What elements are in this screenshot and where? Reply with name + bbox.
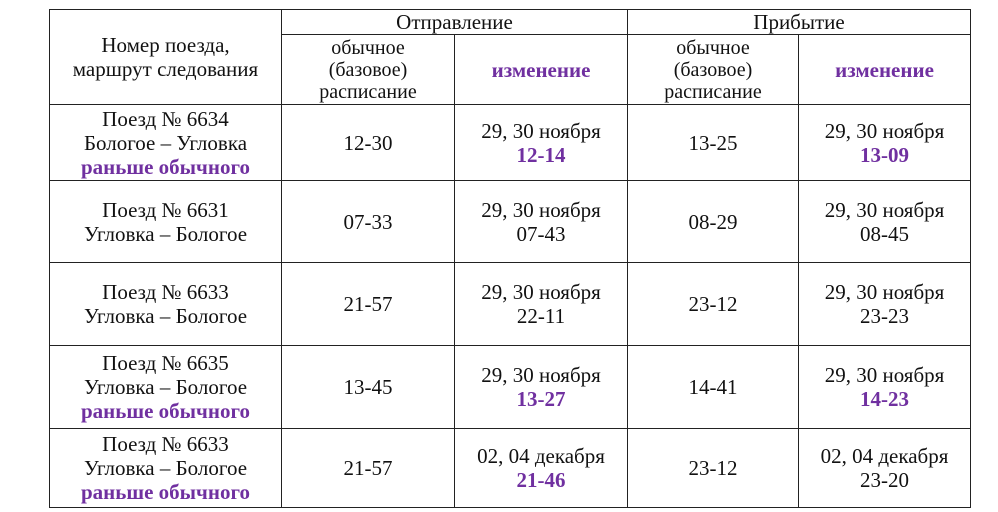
arrival-base-cell: 23-12	[628, 263, 799, 346]
header-base-line-2: (базовое)	[328, 58, 408, 81]
departure-change-cell	[455, 263, 628, 346]
train-number: Поезд № 6635	[102, 351, 229, 375]
departure-base-cell: 21-57	[282, 429, 455, 508]
arrival-base-cell: 23-12	[628, 429, 799, 508]
departure-base-cell: 07-33	[282, 181, 455, 263]
arrival-change-cell	[799, 346, 971, 429]
table-row	[50, 181, 971, 263]
change-time: 13-27	[516, 387, 566, 411]
table-row	[50, 429, 971, 508]
change-time: 07-43	[516, 221, 566, 246]
change-date: 29, 30 ноября	[481, 118, 601, 143]
change-time: 21-46	[516, 468, 566, 492]
header-departure: Отправление	[282, 10, 628, 35]
train-cell	[50, 263, 282, 346]
header-base-line-1: обычное	[331, 36, 405, 59]
train-cell	[50, 181, 282, 263]
departure-change-cell	[455, 429, 628, 508]
change-date: 29, 30 ноября	[824, 280, 945, 304]
change-date: 29, 30 ноября	[481, 197, 601, 222]
departure-change-cell	[455, 105, 628, 181]
header-change-label: изменение	[835, 57, 934, 82]
header-train-route	[50, 10, 282, 105]
departure-change-cell	[455, 346, 628, 429]
header-base-line-1: обычное	[676, 36, 750, 59]
departure-base-cell: 21-57	[282, 263, 455, 346]
header-change-label: изменение	[491, 57, 591, 82]
change-time: 14-23	[860, 387, 909, 411]
header-arrival: Прибытие	[628, 10, 971, 35]
train-cell	[50, 429, 282, 508]
train-route: Угловка – Бологое	[83, 375, 248, 399]
change-time: 22-11	[516, 304, 566, 328]
train-number: Поезд № 6633	[102, 432, 229, 456]
change-date: 02, 04 декабря	[477, 444, 605, 468]
change-time: 13-09	[860, 142, 909, 167]
arrival-change-cell	[799, 429, 971, 508]
train-route: Угловка – Бологое	[83, 304, 248, 328]
arrival-base-cell: 13-25	[628, 105, 799, 181]
header-arrival-base	[628, 35, 799, 105]
departure-base-cell: 12-30	[282, 105, 455, 181]
table-row	[50, 105, 971, 181]
change-date: 29, 30 ноября	[824, 197, 945, 222]
change-date: 29, 30 ноября	[481, 280, 601, 304]
change-time: 08-45	[860, 221, 909, 246]
arrival-change-cell	[799, 181, 971, 263]
departure-change-cell	[455, 181, 628, 263]
train-number: Поезд № 6634	[102, 106, 229, 131]
header-arrival-change	[799, 35, 971, 105]
schedule-table	[49, 9, 971, 508]
train-note: раньше обычного	[80, 480, 251, 504]
header-base-line-2: (базовое)	[673, 58, 753, 81]
train-note: раньше обычного	[80, 154, 251, 179]
header-train-line-1: Номер поезда,	[101, 33, 230, 57]
header-base-line-3: расписание	[319, 80, 417, 103]
header-base-line-3: расписание	[664, 80, 762, 103]
table-row	[50, 346, 971, 429]
train-cell	[50, 105, 282, 181]
change-date: 02, 04 декабря	[820, 444, 949, 468]
departure-base-cell: 13-45	[282, 346, 455, 429]
train-cell	[50, 346, 282, 429]
change-date: 29, 30 ноября	[824, 363, 945, 387]
train-route: Бологое – Угловка	[83, 130, 248, 155]
header-departure-base	[282, 35, 455, 105]
change-time: 12-14	[516, 142, 566, 167]
arrival-change-cell	[799, 105, 971, 181]
table-row	[50, 263, 971, 346]
change-date: 29, 30 ноября	[481, 363, 601, 387]
schedule-document	[49, 9, 971, 508]
train-number: Поезд № 6631	[102, 197, 229, 222]
train-route: Угловка – Бологое	[83, 221, 248, 246]
train-note: раньше обычного	[80, 399, 251, 423]
arrival-base-cell: 14-41	[628, 346, 799, 429]
change-time: 23-20	[860, 468, 909, 492]
change-date: 29, 30 ноября	[824, 118, 945, 143]
header-train-line-2: маршрут следования	[72, 57, 259, 81]
arrival-base-cell: 08-29	[628, 181, 799, 263]
train-number: Поезд № 6633	[102, 280, 229, 304]
header-departure-change	[455, 35, 628, 105]
arrival-change-cell	[799, 263, 971, 346]
train-route: Угловка – Бологое	[83, 456, 248, 480]
change-time: 23-23	[860, 304, 909, 328]
